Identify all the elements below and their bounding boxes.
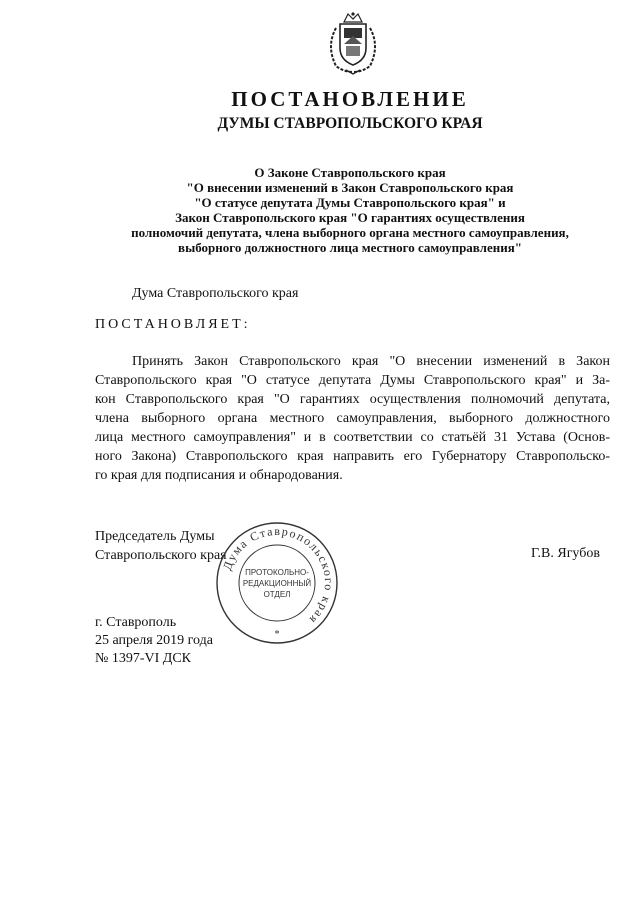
- subject-line: "О статусе депутата Думы Ставропольского края" и: [194, 195, 506, 210]
- document-subtitle: ДУМЫ СТАВРОПОЛЬСКОГО КРАЯ: [217, 115, 483, 132]
- subject-line: Закон Ставропольского края "О гарантиях осуществления: [175, 210, 525, 225]
- stamp-center-line: ОТДЕЛ: [263, 590, 291, 599]
- position-line: Председатель Думы: [95, 529, 215, 544]
- position-line: Ставропольского края: [95, 548, 227, 563]
- seal-stamp: [213, 519, 341, 647]
- stamp-star: *: [274, 629, 280, 640]
- resolution-paragraph: [95, 352, 610, 485]
- paragraph-line: кон Ставропольского края "О гарантиях осуществления полномочий депутата,: [95, 392, 610, 407]
- paragraph-line: Ставропольского края "О статусе депутата Думы Ставропольского края" и За-: [95, 373, 610, 388]
- coat-of-arms-icon: [322, 10, 384, 76]
- document-title: ПОСТАНОВЛЕНИЕ: [231, 87, 469, 111]
- city-text: г. Ставрополь: [95, 615, 177, 630]
- paragraph-line: ного Закона) Ставропольского края направить его Губернатору Ставропольско-: [95, 449, 610, 464]
- paragraph-line: члена выборного органа местного самоуправления, выборного должностного: [95, 411, 610, 426]
- subject-line: выборного должностного лица местного самоуправления": [178, 240, 522, 255]
- paragraph-line: го края для подписания и обнародования.: [95, 468, 343, 483]
- signatory-position: [95, 527, 227, 565]
- stamp-ring-text: Дума Ставропольского края: [219, 523, 337, 628]
- stamp-center-line: РЕДАКЦИОННЫЙ: [242, 579, 312, 588]
- subject-line: "О внесении изменений в Закон Ставропольского края: [186, 180, 514, 195]
- subject-line: О Законе Ставропольского края: [254, 165, 446, 180]
- document-subject: [0, 165, 640, 255]
- stamp-center-line: ПРОТОКОЛЬНО-: [245, 568, 309, 577]
- resolves-heading: ПОСТАНОВЛЯЕТ:: [95, 317, 251, 332]
- issuer-text: Дума Ставропольского края: [132, 286, 299, 301]
- subject-line: полномочий депутата, члена выборного органа местного самоуправления,: [131, 225, 569, 240]
- signatory-name: Г.В. Ягубов: [531, 546, 600, 561]
- date-text: 25 апреля 2019 года: [95, 633, 213, 648]
- paragraph-line: Принять Закон Ставропольского края "О внесении изменений в Закон: [132, 354, 610, 369]
- document-footer: [95, 614, 213, 668]
- paragraph-line: лица местного самоуправления" и в соответствии со статьёй 31 Устава (Основ-: [95, 430, 610, 445]
- document-number: № 1397-VI ДСК: [95, 651, 192, 666]
